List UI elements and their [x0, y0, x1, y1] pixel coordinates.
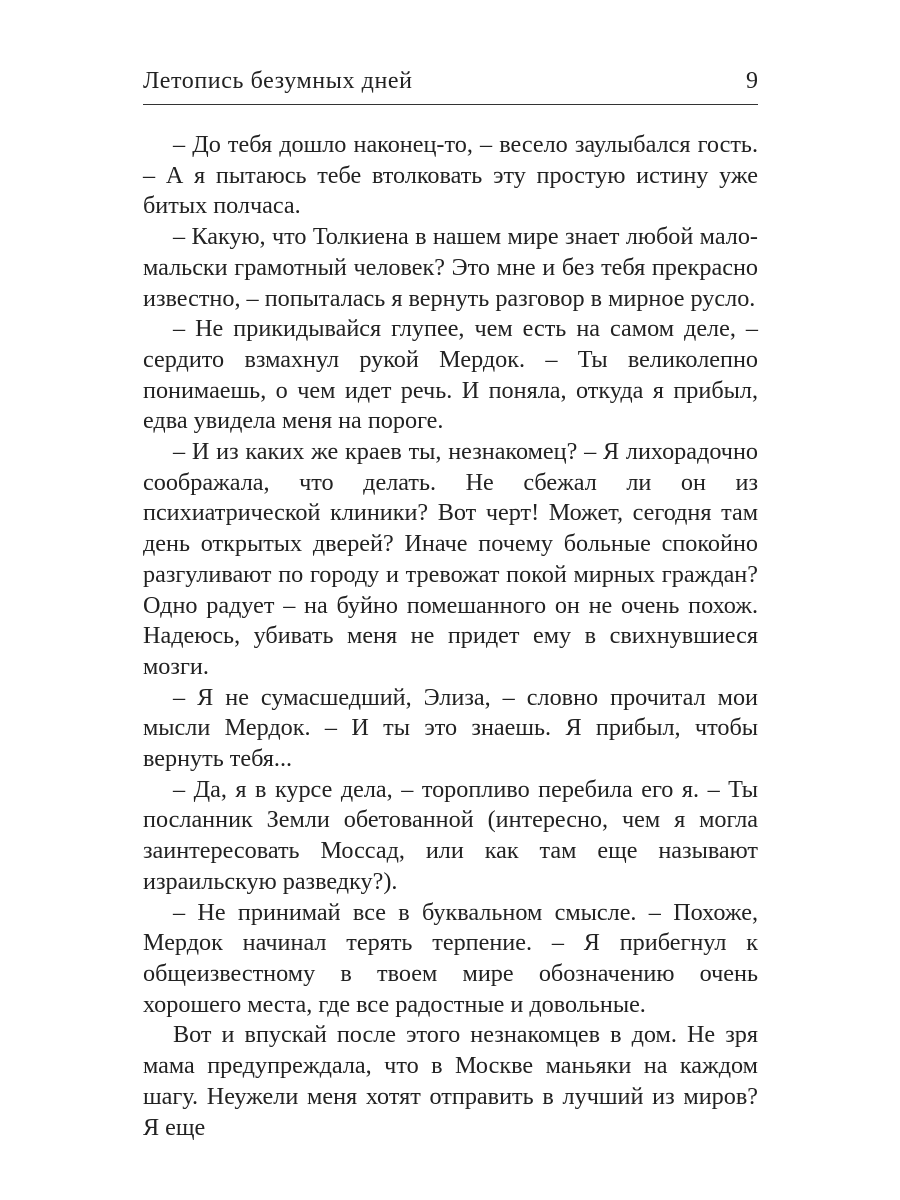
paragraph: – Какую, что Толкиена в нашем мире знает любой мало-мальски грамотный человек? Это мне и без тебя прекрасно известно, – попыталась я вернуть разговор в мирное русло. — [143, 223, 758, 312]
paragraph: – Не прикидывайся глупее, чем есть на самом деле, – сердито взмахнул рукой Мердок. – Ты великолепно понимаешь, о чем идет речь. И поняла, откуда я прибыл, едва увидела меня на пороге. — [143, 315, 758, 435]
paragraph: – Да, я в курсе дела, – торопливо перебила его я. – Ты посланник Земли обетованной (интересно, чем я могла заинтересовать Моссад, или как там еще называют израильскую разведку?). — [143, 775, 758, 895]
header-rule — [143, 104, 758, 105]
paragraph: – Я не сумасшедший, Элиза, – словно прочитал мои мысли Мердок. – И ты это знаешь. Я прибыл, чтобы вернуть тебя... — [143, 683, 758, 773]
paragraph: – Не принимай все в буквальном смысле. – Похоже, Мердок начинал терять терпение. – Я прибегнул к общеизвестному в твоем мире обозначению очень хорошего места, где все радостные и довольные. — [143, 898, 758, 1018]
running-head — [143, 66, 758, 96]
paragraph: – До тебя дошло наконец-то, – весело заулыбался гость. – А я пытаюсь тебе втолковать эту простую истину уже битых полчаса. — [143, 131, 758, 220]
book-page — [143, 0, 758, 1200]
page-number: 9 — [746, 68, 758, 94]
paragraph: Вот и впускай после этого незнакомцев в дом. Не зря мама предупреждала, что в Москве маньяки на каждом шагу. Неужели меня хотят отправить в лучший из миров? Я еще — [143, 1021, 758, 1141]
paragraph: – И из каких же краев ты, незнакомец? – Я лихорадочно соображала, что делать. Не сбежал ли он из психиатрической клиники? Вот черт! Может, сегодня там день открытых дверей? Иначе почему больные спокойно разгуливают по городу и тревожат покой мирных граждан? Одно радует – на буйно помешанного он не очень похож. Надеюсь, убивать меня не придет ему в свихнувшиеся мозги. — [143, 438, 758, 680]
body-text — [143, 130, 758, 1143]
running-title: Летопись безумных дней — [143, 68, 413, 94]
